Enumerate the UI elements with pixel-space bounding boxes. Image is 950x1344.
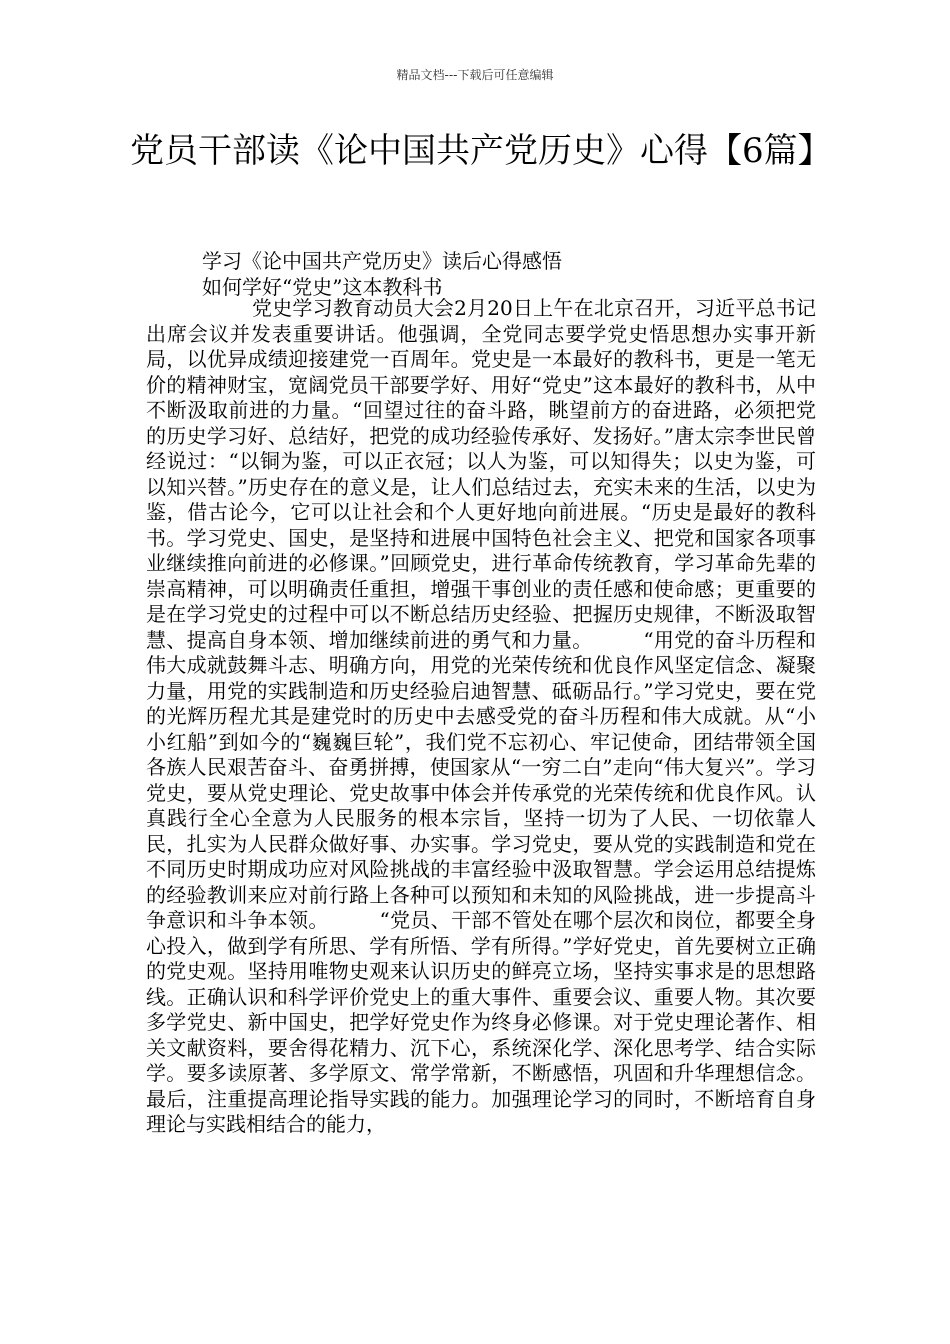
header-note: 精品文档---下载后可任意编辑 [396,68,554,82]
document-title: 党员干部读《论中国共产党历史》心得【6篇】 [130,131,832,171]
subheading-2: 如何学好“党史”这本教科书 [202,275,443,299]
body-paragraph: 党史学习教育动员大会2月20日上午在北京召开，习近平总书记出席会议并发表重要讲话。他强调，全党同志要学党史悟思想办实事开新局，以优异成绩迎接建党一百周年。党史是一本最好的教科书，更是一笔无价的精神财宝，宽阔党员干部要学好、用好“党史”这本最好的教科书，从中不断汲取前进的力量。“回望过往的奋斗路，眺望前方的奋进路，必须把党的历史学习好、总结好，把党的成功经验传承好、发扬好。”唐太宗李世民曾经说过：“以铜为鉴，可以正衣冠；以人为鉴，可以知得失；以史为鉴，可以知兴替。”历史存在的意义是，让人们总结过去，充实未来的生活，以史为鉴，借古论今，它可以让社会和个人更好地向前进展。“历史是最好的教科书。学习党史、国史，是坚持和进展中国特色社会主义、把党和国家各项事业继续推向前进的必修课。”回顾党史，进行革命传统教育，学习革命先辈的崇高精神，可以明确责任重担，增强干事创业的责任感和使命感；更重要的是在学习党史的过程中可以不断总结历史经验、把握历史规律，不断汲取智慧、提高自身本领、增加继续前进的勇气和力量。 “用党的奋斗历程和伟大成就鼓舞斗志、明确方向，用党的光荣传统和优良作风坚定信念、凝聚力量，用党的实践制造和历史经验启迪智慧、砥砺品行。”学习党史，要在党的光辉历程尤其是建党时的历史中去感受党的奋斗历程和伟大成就。从“小小红船”到如今的“巍巍巨轮”，我们党不忘初心、牢记使命，团结带领全国各族人民艰苦奋斗、奋勇拼搏，使国家从“一穷二白”走向“伟大复兴”。学习党史，要从党史理论、党史故事中体会并传承党的光荣传统和优良作风。认真践行全心全意为人民服务的根本宗旨，坚持一切为了人民、一切依靠人民，扎实为人民群众做好事、办实事。学习党史，要从党的实践制造和党在不同历史时期成功应对风险挑战的丰富经验中汲取智慧。学会运用总结提炼的经验教训来应对前行路上各种可以预知和未知的风险挑战，进一步提高斗争意识和斗争本领。 “党员、干部不管处在哪个层次和岗位，都要全身心投入，做到学有所思、学有所悟、学有所得。”学好党史，首先要树立正确的党史观。坚持用唯物史观来认识历史的鲜亮立场，坚持实事求是的思想路线。正确认识和科学评价党史上的重大事件、重要会议、重要人物。其次要多学党史、新中国史，把学好党史作为终身必修课。对于党史理论著作、相关文献资料，要舍得花精力、沉下心，系统深化学、深化思考学、结合实际学。要多读原著、多学原文、常学常新，不断感悟，巩固和升华理想信念。最后，注重提高理论指导实践的能力。加强理论学习的同时，不断培育自身理论与实践相结合的能力， [146,296,816,1136]
subheading-1: 学习《论中国共产党历史》读后心得感悟 [202,249,562,273]
subheadings [202,248,802,300]
